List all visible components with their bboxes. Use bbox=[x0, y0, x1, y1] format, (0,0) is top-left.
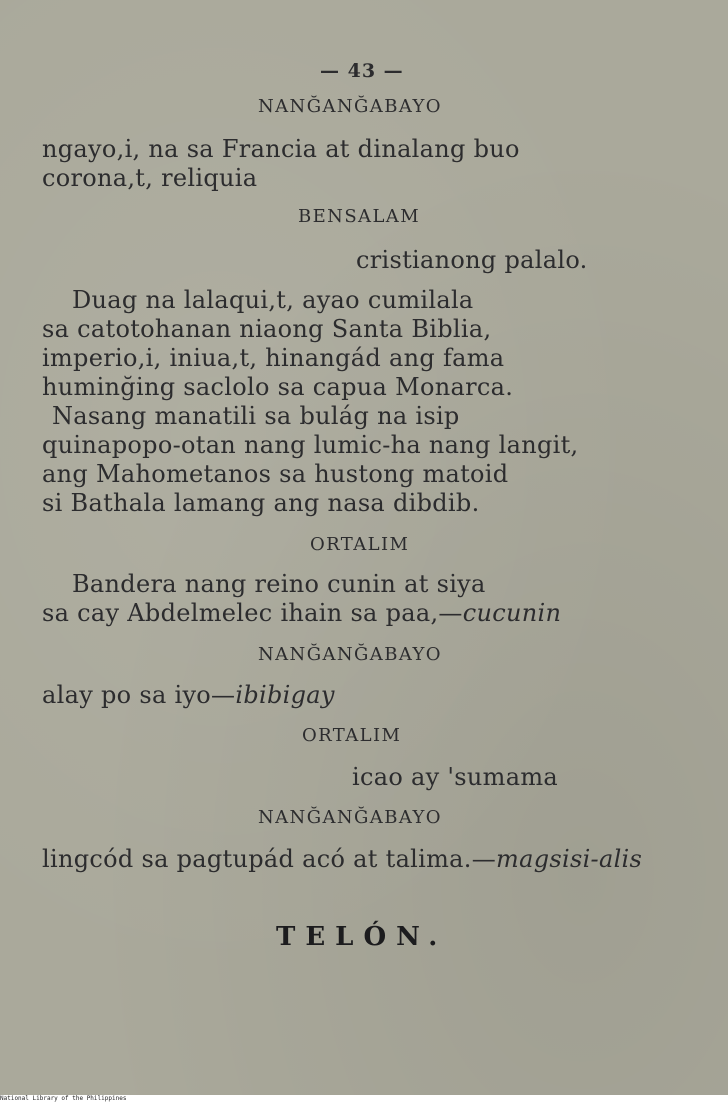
stage-direction: magsisi-alis bbox=[496, 845, 643, 873]
verse-text: lingcód sa pagtupád acó at talima.— bbox=[42, 845, 497, 873]
speaker-name: NANĞANĞABAYO bbox=[258, 644, 442, 665]
verse-line: si Bathala lamang ang nasa dibdib. bbox=[42, 489, 480, 517]
verse-line: sa catotohanan niaong Santa Biblia, bbox=[42, 315, 492, 343]
verse-line: icao ay 'sumama bbox=[352, 763, 559, 791]
verse-line: ngayo,i, na sa Francia at dinalang buo bbox=[42, 135, 520, 163]
verse-line: Duag na lalaqui,t, ayao cumilala bbox=[72, 286, 474, 314]
stage-direction: ibibigay bbox=[235, 681, 335, 709]
verse-text: alay po sa iyo— bbox=[42, 681, 236, 709]
page-number: — 43 — bbox=[320, 60, 404, 82]
closing-curtain: TELÓN. bbox=[276, 922, 448, 952]
verse-line bbox=[42, 599, 561, 627]
stage-direction: cucunin bbox=[462, 599, 562, 627]
verse-line: Bandera nang reino cunin at siya bbox=[72, 570, 486, 598]
speaker-name: ORTALIM bbox=[302, 725, 402, 746]
verse-line: quinapopo-otan nang lumic-ha nang langit, bbox=[42, 431, 579, 459]
verse-line bbox=[42, 681, 335, 709]
library-footer: National Library of the Philippines bbox=[0, 1095, 728, 1103]
speaker-name: ORTALIM bbox=[310, 534, 410, 555]
verse-line: ang Mahometanos sa hustong matoid bbox=[42, 460, 509, 488]
speaker-name: NANĞANĞABAYO bbox=[258, 96, 442, 117]
verse-line: imperio,i, iniua,t, hinangád ang fama bbox=[42, 344, 505, 372]
verse-line: cristianong palalo. bbox=[356, 246, 588, 274]
speaker-name: BENSALAM bbox=[298, 206, 421, 227]
verse-line bbox=[42, 845, 642, 873]
verse-line: corona,t, reliquia bbox=[42, 164, 258, 192]
verse-line: Nasang manatili sa bulág na isip bbox=[52, 402, 460, 430]
verse-line: huminğing saclolo sa capua Monarca. bbox=[42, 373, 514, 401]
verse-text: sa cay Abdelmelec ihain sa paa,— bbox=[42, 599, 463, 627]
speaker-name: NANĞANĞABAYO bbox=[258, 807, 442, 828]
